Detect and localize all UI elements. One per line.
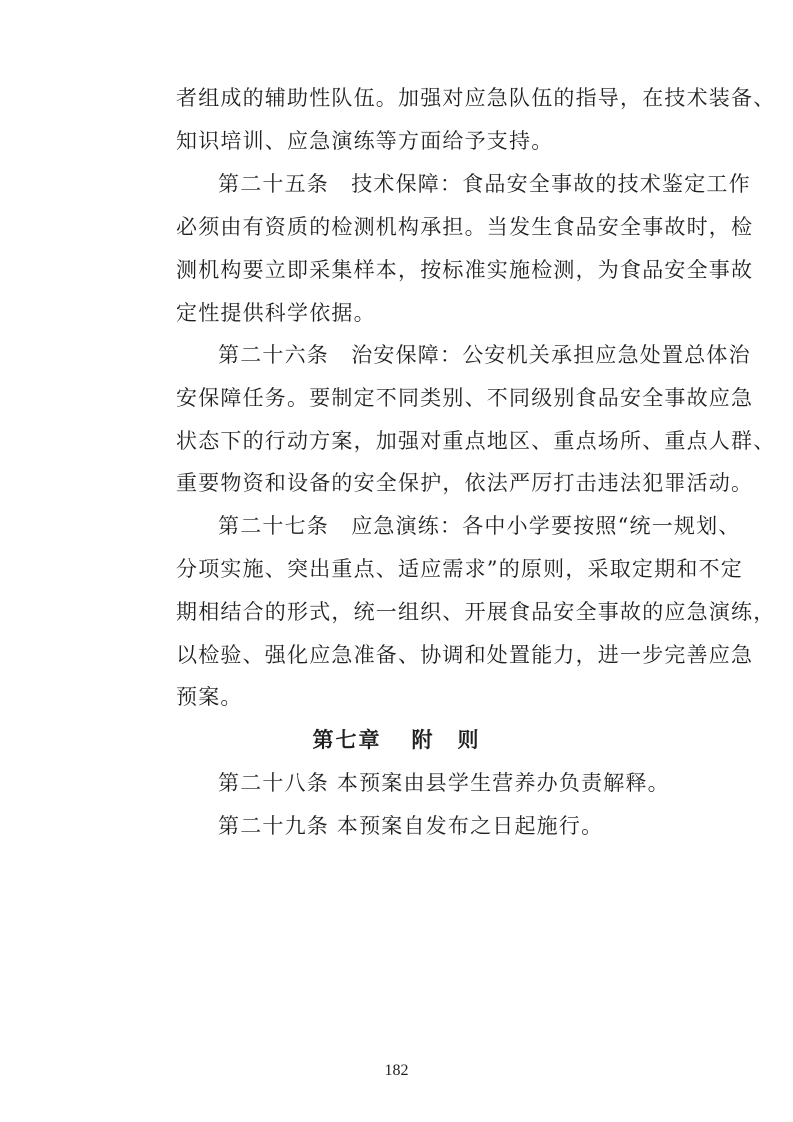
article-25-line: 第二十五条 技术保障：食品安全事故的技术鉴定工作 — [218, 172, 751, 196]
chapter-number: 第七章 — [312, 727, 382, 752]
paragraph-line: 定性提供科学依据。 — [176, 301, 376, 325]
chapter-heading — [0, 725, 793, 755]
article-28-line: 第二十八条 本预案由县学生营养办负责解释。 — [218, 771, 670, 795]
paragraph-line: 期相结合的形式，统一组织、开展食品安全事故的应急演练， — [176, 600, 776, 624]
paragraph-line: 状态下的行动方案，加强对重点地区、重点场所、重点人群、 — [176, 429, 776, 453]
paragraph-line: 以检验、强化应急准备、协调和处置能力，进一步完善应急 — [176, 643, 754, 667]
paragraph-line: 测机构要立即采集样本，按标准实施检测，为食品安全事故 — [176, 258, 754, 282]
article-29-line: 第二十九条 本预案自发布之日起施行。 — [218, 814, 604, 838]
article-26-line: 第二十六条 治安保障：公安机关承担应急处置总体治 — [218, 343, 751, 367]
paragraph-line: 分项实施、突出重点、适应需求”的原则，采取定期和不定 — [176, 557, 743, 581]
article-27-line: 第二十七条 应急演练：各中小学要按照“统一规划、 — [218, 514, 741, 538]
paragraph-line: 者组成的辅助性队伍。加强对应急队伍的指导，在技术装备、 — [176, 86, 776, 110]
paragraph-line: 安保障任务。要制定不同类别、不同级别食品安全事故应急 — [176, 386, 754, 410]
page-number: 182 — [384, 1062, 409, 1079]
paragraph-line: 知识培训、应急演练等方面给予支持。 — [176, 129, 554, 153]
paragraph-line: 必须由有资质的检测机构承担。当发生食品安全事故时，检 — [176, 215, 754, 239]
paragraph-line: 重要物资和设备的安全保护，依法严厉打击违法犯罪活动。 — [176, 471, 754, 495]
chapter-title: 附 则 — [411, 727, 481, 752]
paragraph-line: 预案。 — [176, 685, 243, 709]
